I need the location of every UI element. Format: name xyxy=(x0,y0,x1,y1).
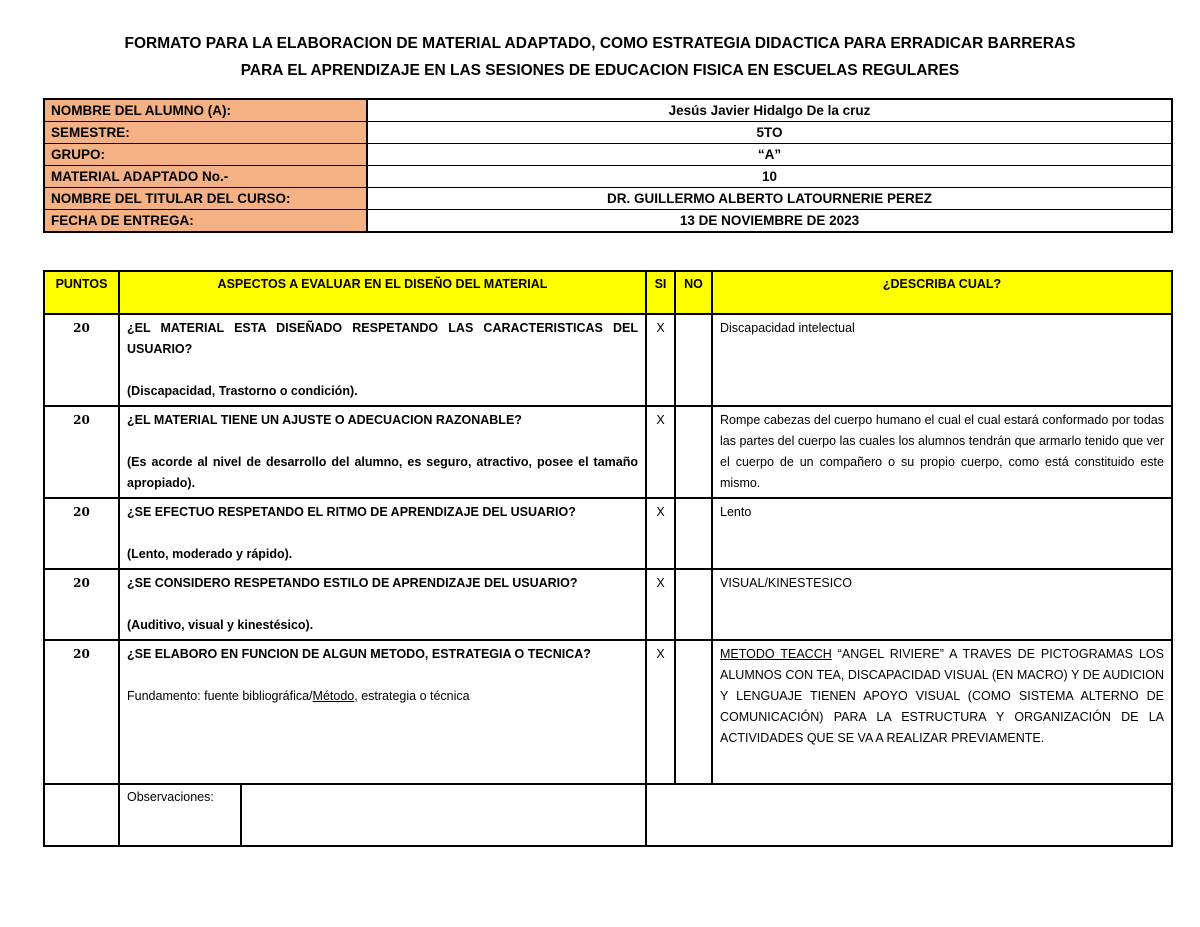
row-aspect xyxy=(119,314,646,406)
title-line-2: PARA EL APRENDIZAJE EN LAS SESIONES DE EDUCACION FISICA EN ESCUELAS REGULARES xyxy=(240,62,960,79)
row-sub: (Es acorde al nivel de desarrollo del alumno, es seguro, atractivo, posee el tamaño apropiado). xyxy=(127,455,638,490)
info-value: 10 xyxy=(367,166,1172,188)
row-sub: (Lento, moderado y rápido). xyxy=(127,547,293,561)
row-puntos: 20 xyxy=(44,406,119,498)
row-aspect xyxy=(119,640,646,784)
row-question: ¿EL MATERIAL TIENE UN AJUSTE O ADECUACION RAZONABLE? xyxy=(127,413,522,427)
row-si: X xyxy=(646,640,675,784)
info-value: DR. GUILLERMO ALBERTO LATOURNERIE PEREZ xyxy=(367,188,1172,210)
header-si: SI xyxy=(646,271,675,314)
table-row xyxy=(44,314,1172,406)
table-row xyxy=(44,498,1172,569)
row-desc: Discapacidad intelectual xyxy=(712,314,1172,406)
info-value: “A” xyxy=(367,144,1172,166)
observaciones-label: Observaciones: xyxy=(120,785,242,845)
table-row xyxy=(44,569,1172,640)
observaciones-value xyxy=(242,785,645,845)
row-sub-suffix: , estrategia o técnica xyxy=(354,689,470,703)
evaluation-table xyxy=(43,270,1173,847)
row-puntos: 20 xyxy=(44,640,119,784)
evaluation-header-row xyxy=(44,271,1172,314)
info-row-titular xyxy=(44,188,1172,210)
info-value: 13 DE NOVIEMBRE DE 2023 xyxy=(367,210,1172,233)
info-value: Jesús Javier Hidalgo De la cruz xyxy=(367,99,1172,122)
row-no xyxy=(675,406,712,498)
header-puntos: PUNTOS xyxy=(44,271,119,314)
info-row-material xyxy=(44,166,1172,188)
observaciones-label-cell xyxy=(119,784,646,846)
info-row-semestre xyxy=(44,122,1172,144)
student-info-table xyxy=(43,98,1173,233)
info-row-grupo xyxy=(44,144,1172,166)
info-label: SEMESTRE: xyxy=(44,122,367,144)
info-row-fecha xyxy=(44,210,1172,233)
row-desc: Lento xyxy=(712,498,1172,569)
info-value: 5TO xyxy=(367,122,1172,144)
observaciones-field xyxy=(646,784,1172,846)
row-desc xyxy=(712,640,1172,784)
row-no xyxy=(675,640,712,784)
info-label: FECHA DE ENTREGA: xyxy=(44,210,367,233)
observaciones-row xyxy=(44,784,1172,846)
row-desc-rest: “ANGEL RIVIERE” A TRAVES DE PICTOGRAMAS LOS ALUMNOS CON TEA, DISCAPACIDAD VISUAL (EN MACRO) Y DE AUDICION Y LENGUAJE TIENEN APOYO VISUAL (COMO SISTEMA ALTERNO DE COMUNICACIÓN) PARA LA ESTRUCTURA Y ORGANIZACIÓN DE LA ACTIVIDADES QUE SE VA A REALIZAR PREVIAMENTE. xyxy=(720,647,1164,745)
row-sub-prefix: Fundamento: fuente bibliográfica/ xyxy=(127,689,313,703)
row-question: ¿SE ELABORO EN FUNCION DE ALGUN METODO, ESTRATEGIA O TECNICA? xyxy=(127,647,591,661)
info-row-nombre xyxy=(44,99,1172,122)
row-question: ¿EL MATERIAL ESTA DISEÑADO RESPETANDO LAS CARACTERISTICAS DEL USUARIO? xyxy=(127,321,638,356)
row-question: ¿SE EFECTUO RESPETANDO EL RITMO DE APRENDIZAJE DEL USUARIO? xyxy=(127,505,576,519)
row-puntos: 20 xyxy=(44,314,119,406)
row-desc: VISUAL/KINESTESICO xyxy=(712,569,1172,640)
header-no: NO xyxy=(675,271,712,314)
metodo-link: Método xyxy=(312,689,355,703)
row-sub: (Auditivo, visual y kinestésico). xyxy=(127,618,314,632)
info-label: MATERIAL ADAPTADO No.- xyxy=(44,166,367,188)
row-desc: Rompe cabezas del cuerpo humano el cual el cual estará conformado por todas las partes del cuerpo las cuales los alumnos tendrán que armarlo tenido que ver el cuerpo de un compañero o su propio cuerpo, como está constituido este mismo. xyxy=(712,406,1172,498)
table-row xyxy=(44,406,1172,498)
observaciones-empty-cell xyxy=(44,784,119,846)
row-sub xyxy=(127,686,638,707)
row-si: X xyxy=(646,406,675,498)
row-no xyxy=(675,498,712,569)
row-puntos: 20 xyxy=(44,498,119,569)
row-si: X xyxy=(646,569,675,640)
row-puntos: 20 xyxy=(44,569,119,640)
info-label: NOMBRE DEL TITULAR DEL CURSO: xyxy=(44,188,367,210)
metodo-teacch-text: METODO TEACCH xyxy=(720,647,832,661)
title-line-1: FORMATO PARA LA ELABORACION DE MATERIAL ADAPTADO, COMO ESTRATEGIA DIDACTICA PARA ERRADICAR BARRERAS xyxy=(124,35,1076,52)
row-no xyxy=(675,569,712,640)
row-question: ¿SE CONSIDERO RESPETANDO ESTILO DE APRENDIZAJE DEL USUARIO? xyxy=(127,576,578,590)
header-aspectos: ASPECTOS A EVALUAR EN EL DISEÑO DEL MATERIAL xyxy=(119,271,646,314)
row-si: X xyxy=(646,314,675,406)
row-no xyxy=(675,314,712,406)
row-aspect xyxy=(119,569,646,640)
info-label: GRUPO: xyxy=(44,144,367,166)
row-aspect xyxy=(119,498,646,569)
row-sub: (Discapacidad, Trastorno o condición). xyxy=(127,384,358,398)
info-label: NOMBRE DEL ALUMNO (A): xyxy=(44,99,367,122)
table-row xyxy=(44,640,1172,784)
row-aspect xyxy=(119,406,646,498)
header-describa: ¿DESCRIBA CUAL? xyxy=(712,271,1172,314)
page-title xyxy=(40,30,1160,84)
row-si: X xyxy=(646,498,675,569)
